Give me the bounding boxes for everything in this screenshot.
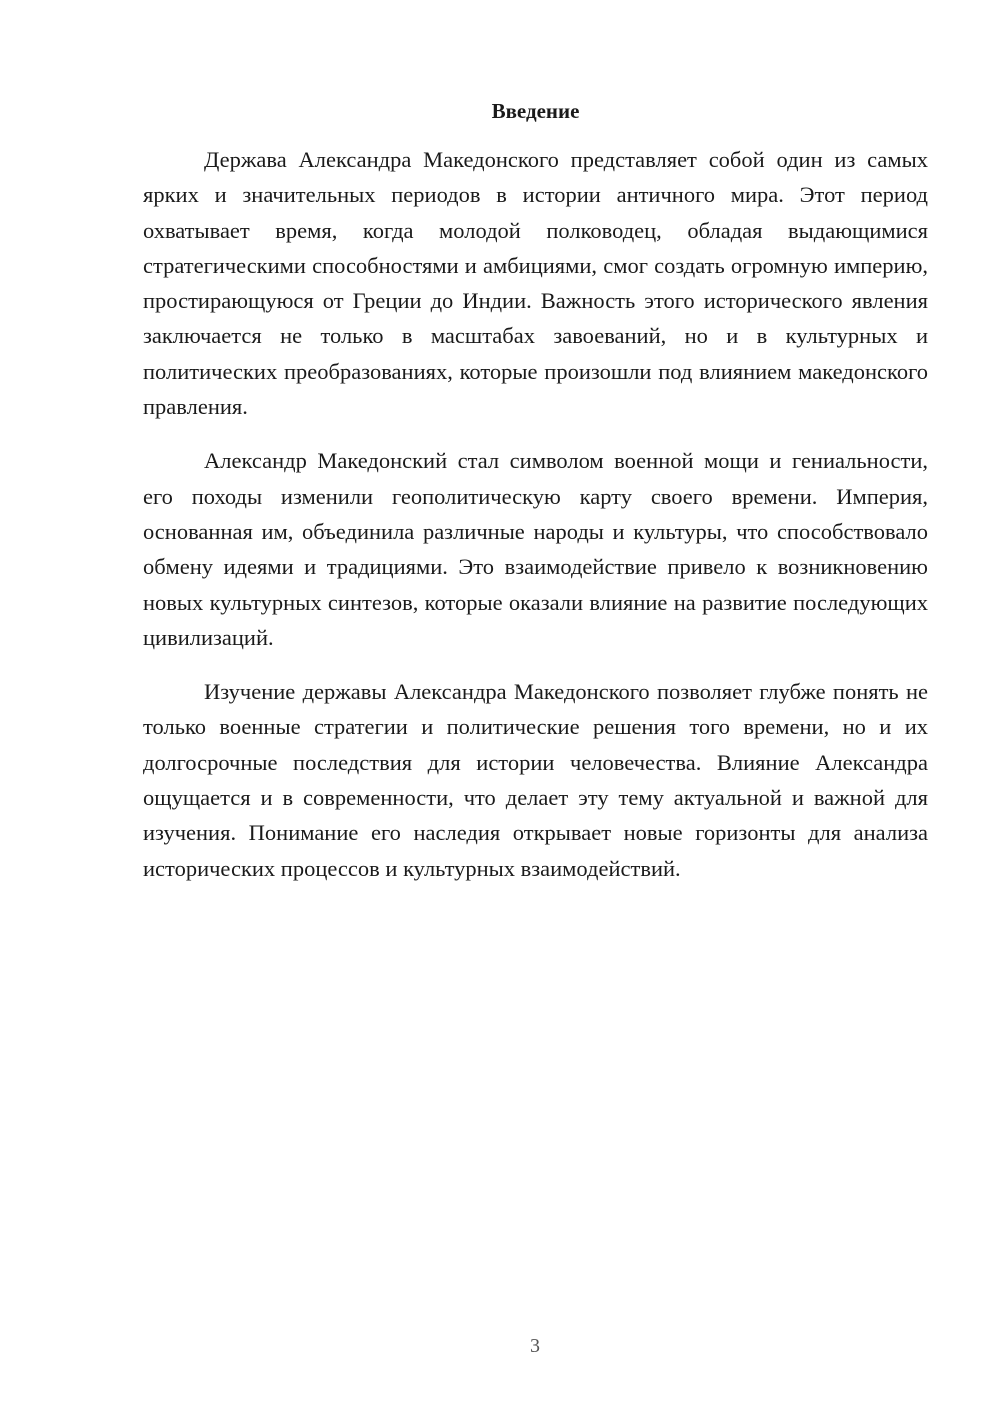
- body-text: [143, 142, 928, 905]
- paragraph-2: Александр Македонский стал символом военной мощи и гениальности, его походы изменили геополитическую карту своего времени. Империя, основанная им, объединила различные народы и культуры, что способствовало обмену идеями и традициями. Это взаимодействие привело к возникновению новых культурных синтезов, которые оказали влияние на развитие последующих цивилизаций.: [143, 448, 928, 650]
- page-number: 3: [530, 1335, 540, 1357]
- section-heading: Введение: [491, 99, 580, 123]
- paragraph-1: Держава Александра Македонского представляет собой один из самых ярких и значительных периодов в истории античного мира. Этот период охватывает время, когда молодой полководец, обладая выдающимися стратегическими способностями и амбициями, смог создать огромную империю, простирающуюся от Греции до Индии. Важность этого исторического явления заключается не только в масштабах завоеваний, но и в культурных и политических преобразованиях, которые произошли под влиянием македонского правления.: [143, 147, 928, 420]
- paragraph-3: Изучение державы Александра Македонского позволяет глубже понять не только военные стратегии и политические решения того времени, но и их долгосрочные последствия для истории человечества. Влияние Александра ощущается и в современности, что делает эту тему актуальной и важной для изучения. Понимание его наследия открывает новые горизонты для анализа исторических процессов и культурных взаимодействий.: [143, 679, 928, 881]
